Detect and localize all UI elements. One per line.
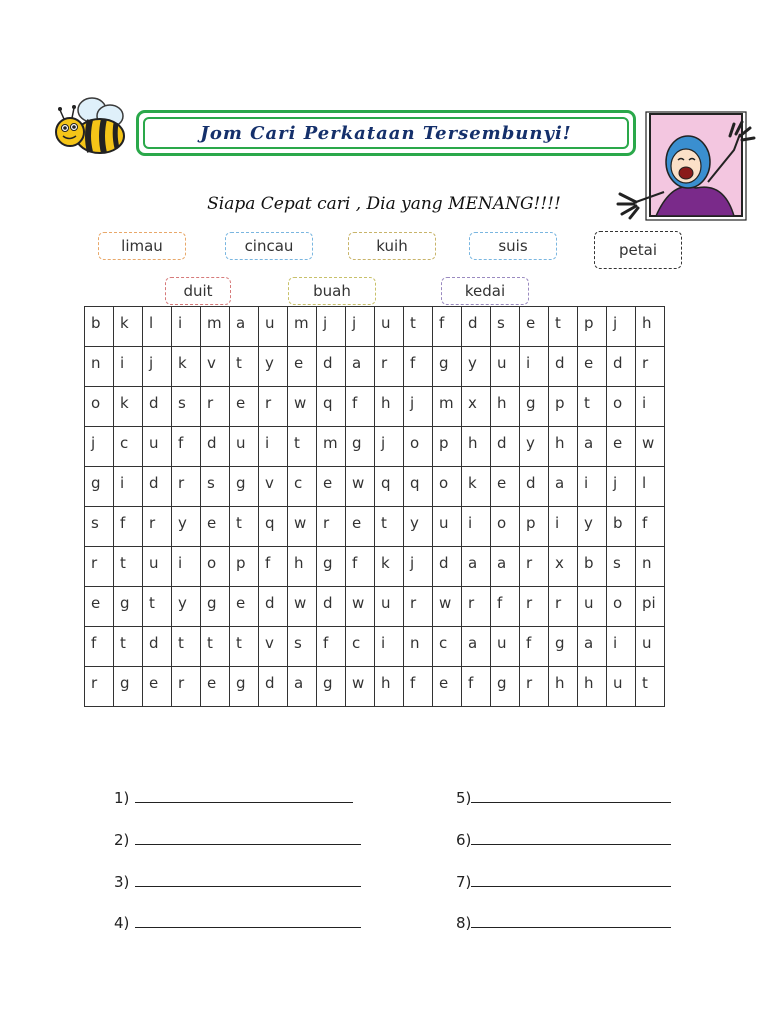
grid-cell[interactable]: f: [114, 507, 143, 547]
grid-cell[interactable]: p: [230, 547, 259, 587]
grid-cell[interactable]: g: [520, 387, 549, 427]
grid-cell[interactable]: k: [114, 387, 143, 427]
grid-cell[interactable]: o: [85, 387, 114, 427]
grid-cell[interactable]: i: [636, 387, 665, 427]
word-chip-duit: [165, 277, 231, 305]
grid-cell[interactable]: y: [404, 507, 433, 547]
grid-cell[interactable]: f: [462, 667, 491, 707]
grid-cell[interactable]: h: [462, 427, 491, 467]
grid-cell[interactable]: v: [201, 347, 230, 387]
grid-cell[interactable]: g: [230, 467, 259, 507]
answer-line-5: [456, 788, 671, 807]
answer-number: 2): [114, 831, 130, 849]
grid-cell[interactable]: w: [288, 387, 317, 427]
answer-number: 1): [114, 789, 130, 807]
grid-cell[interactable]: i: [114, 347, 143, 387]
grid-cell[interactable]: d: [143, 627, 172, 667]
grid-row: [85, 347, 665, 387]
grid-cell[interactable]: pi: [636, 587, 665, 627]
grid-cell[interactable]: i: [607, 627, 636, 667]
grid-cell[interactable]: y: [578, 507, 607, 547]
grid-cell[interactable]: y: [172, 587, 201, 627]
grid-row: [85, 627, 665, 667]
grid-cell[interactable]: o: [404, 427, 433, 467]
grid-cell[interactable]: d: [549, 347, 578, 387]
grid-cell[interactable]: e: [201, 667, 230, 707]
grid-cell[interactable]: e: [433, 667, 462, 707]
grid-cell[interactable]: i: [520, 347, 549, 387]
grid-cell[interactable]: i: [172, 547, 201, 587]
grid-cell[interactable]: i: [462, 507, 491, 547]
title-banner: [136, 110, 636, 156]
word-label: kuih: [376, 237, 408, 255]
grid-cell[interactable]: o: [607, 387, 636, 427]
grid-cell[interactable]: b: [607, 507, 636, 547]
answer-blank[interactable]: [471, 872, 671, 887]
grid-cell[interactable]: j: [607, 307, 636, 347]
grid-cell[interactable]: f: [636, 507, 665, 547]
grid-cell[interactable]: h: [288, 547, 317, 587]
grid-cell[interactable]: n: [636, 547, 665, 587]
grid-cell[interactable]: r: [520, 587, 549, 627]
grid-cell[interactable]: w: [346, 587, 375, 627]
grid-cell[interactable]: d: [462, 307, 491, 347]
grid-cell[interactable]: w: [433, 587, 462, 627]
grid-cell[interactable]: u: [491, 627, 520, 667]
grid-cell[interactable]: u: [375, 587, 404, 627]
grid-cell[interactable]: w: [346, 467, 375, 507]
grid-cell[interactable]: e: [230, 387, 259, 427]
grid-cell[interactable]: t: [375, 507, 404, 547]
grid-row: [85, 427, 665, 467]
grid-cell[interactable]: r: [404, 587, 433, 627]
grid-cell[interactable]: s: [201, 467, 230, 507]
grid-cell[interactable]: d: [143, 387, 172, 427]
grid-cell[interactable]: e: [85, 587, 114, 627]
grid-cell[interactable]: x: [549, 547, 578, 587]
grid-cell[interactable]: v: [259, 627, 288, 667]
grid-cell[interactable]: f: [404, 347, 433, 387]
grid-cell[interactable]: u: [143, 547, 172, 587]
grid-cell[interactable]: k: [462, 467, 491, 507]
grid-cell[interactable]: a: [288, 667, 317, 707]
word-label: petai: [619, 241, 657, 259]
grid-cell[interactable]: o: [201, 547, 230, 587]
grid-cell[interactable]: w: [288, 587, 317, 627]
grid-cell[interactable]: g: [491, 667, 520, 707]
grid-cell[interactable]: m: [433, 387, 462, 427]
grid-cell[interactable]: m: [201, 307, 230, 347]
grid-cell[interactable]: i: [375, 627, 404, 667]
word-chip-petai: [594, 231, 682, 269]
grid-cell[interactable]: t: [201, 627, 230, 667]
grid-row: [85, 467, 665, 507]
grid-cell[interactable]: a: [578, 427, 607, 467]
word-label: buah: [313, 282, 351, 300]
grid-cell[interactable]: d: [201, 427, 230, 467]
grid-cell[interactable]: n: [85, 347, 114, 387]
grid-cell[interactable]: l: [143, 307, 172, 347]
grid-row: [85, 587, 665, 627]
answer-blank[interactable]: [471, 830, 671, 845]
grid-cell[interactable]: p: [520, 507, 549, 547]
grid-cell[interactable]: d: [433, 547, 462, 587]
grid-cell[interactable]: t: [230, 347, 259, 387]
grid-cell[interactable]: a: [491, 547, 520, 587]
answer-blank[interactable]: [135, 830, 361, 845]
grid-cell[interactable]: j: [404, 547, 433, 587]
grid-cell[interactable]: h: [375, 387, 404, 427]
grid-cell[interactable]: t: [114, 627, 143, 667]
answer-number: 5): [456, 789, 472, 807]
word-label: limau: [121, 237, 163, 255]
grid-cell[interactable]: a: [549, 467, 578, 507]
grid-cell[interactable]: e: [578, 347, 607, 387]
grid-cell[interactable]: r: [520, 547, 549, 587]
grid-cell[interactable]: g: [346, 427, 375, 467]
answer-number: 6): [456, 831, 472, 849]
grid-cell[interactable]: t: [288, 427, 317, 467]
grid-cell[interactable]: u: [143, 427, 172, 467]
grid-cell[interactable]: f: [346, 387, 375, 427]
word-chip-cincau: [225, 232, 313, 260]
grid-cell[interactable]: u: [578, 587, 607, 627]
grid-cell[interactable]: l: [636, 467, 665, 507]
grid-cell[interactable]: x: [462, 387, 491, 427]
grid-cell[interactable]: h: [375, 667, 404, 707]
grid-cell[interactable]: i: [114, 467, 143, 507]
grid-cell[interactable]: i: [172, 307, 201, 347]
grid-cell[interactable]: h: [549, 667, 578, 707]
grid-cell[interactable]: d: [259, 587, 288, 627]
grid-cell[interactable]: d: [607, 347, 636, 387]
grid-cell[interactable]: j: [375, 427, 404, 467]
grid-cell[interactable]: d: [259, 667, 288, 707]
grid-cell[interactable]: o: [491, 507, 520, 547]
grid-cell[interactable]: o: [433, 467, 462, 507]
grid-cell[interactable]: w: [636, 427, 665, 467]
grid-cell[interactable]: c: [288, 467, 317, 507]
answer-blank[interactable]: [135, 872, 361, 887]
grid-cell[interactable]: j: [143, 347, 172, 387]
grid-cell[interactable]: b: [578, 547, 607, 587]
grid-cell[interactable]: g: [230, 667, 259, 707]
grid-cell[interactable]: c: [433, 627, 462, 667]
grid-cell[interactable]: d: [317, 587, 346, 627]
grid-cell[interactable]: y: [520, 427, 549, 467]
answer-number: 8): [456, 914, 472, 932]
grid-cell[interactable]: a: [462, 627, 491, 667]
grid-cell[interactable]: i: [549, 507, 578, 547]
grid-cell[interactable]: t: [404, 307, 433, 347]
subtitle: Siapa Cepat cari , Dia yang MENANG!!!!: [207, 194, 561, 214]
answer-line-8: [456, 913, 671, 932]
grid-cell[interactable]: a: [578, 627, 607, 667]
grid-cell[interactable]: t: [143, 587, 172, 627]
grid-cell[interactable]: w: [346, 667, 375, 707]
word-label: kedai: [464, 282, 506, 300]
grid-cell[interactable]: f: [259, 547, 288, 587]
answer-number: 7): [456, 873, 472, 891]
grid-cell[interactable]: g: [85, 467, 114, 507]
grid-cell[interactable]: m: [288, 307, 317, 347]
answer-line-2: [114, 830, 361, 849]
grid-row: [85, 667, 665, 707]
word-chip-suis: [469, 232, 557, 260]
grid-cell[interactable]: p: [549, 387, 578, 427]
word-label: cincau: [244, 237, 294, 255]
grid-cell[interactable]: j: [85, 427, 114, 467]
grid-cell[interactable]: g: [433, 347, 462, 387]
grid-cell[interactable]: o: [607, 587, 636, 627]
grid-cell[interactable]: j: [404, 387, 433, 427]
grid-cell[interactable]: e: [143, 667, 172, 707]
grid-cell[interactable]: f: [404, 667, 433, 707]
grid-cell[interactable]: r: [259, 387, 288, 427]
answer-number: 3): [114, 873, 130, 891]
grid-cell[interactable]: e: [520, 307, 549, 347]
grid-cell[interactable]: j: [317, 307, 346, 347]
word-search-grid: [84, 306, 665, 707]
grid-cell[interactable]: q: [375, 467, 404, 507]
grid-cell[interactable]: m: [317, 427, 346, 467]
grid-cell[interactable]: h: [636, 307, 665, 347]
answer-line-4: [114, 913, 361, 932]
grid-cell[interactable]: j: [346, 307, 375, 347]
grid-cell[interactable]: a: [462, 547, 491, 587]
grid-cell[interactable]: t: [230, 627, 259, 667]
answer-line-3: [114, 872, 361, 891]
grid-cell[interactable]: d: [491, 427, 520, 467]
grid-cell[interactable]: u: [636, 627, 665, 667]
word-chip-limau: [98, 232, 186, 260]
grid-cell[interactable]: t: [230, 507, 259, 547]
grid-cell[interactable]: i: [578, 467, 607, 507]
grid-cell[interactable]: k: [114, 307, 143, 347]
grid-cell[interactable]: t: [114, 547, 143, 587]
grid-cell[interactable]: e: [491, 467, 520, 507]
grid-cell[interactable]: r: [549, 587, 578, 627]
grid-cell[interactable]: y: [259, 347, 288, 387]
grid-cell[interactable]: s: [172, 387, 201, 427]
grid-cell[interactable]: u: [230, 427, 259, 467]
grid-cell[interactable]: s: [491, 307, 520, 347]
answer-line-6: [456, 830, 671, 849]
answer-blank[interactable]: [471, 788, 671, 803]
grid-cell[interactable]: a: [230, 307, 259, 347]
grid-row: [85, 307, 665, 347]
grid-cell[interactable]: e: [201, 507, 230, 547]
grid-cell[interactable]: e: [607, 427, 636, 467]
grid-cell[interactable]: j: [607, 467, 636, 507]
grid-cell[interactable]: f: [491, 587, 520, 627]
answer-line-7: [456, 872, 671, 891]
grid-cell[interactable]: c: [114, 427, 143, 467]
word-label: duit: [183, 282, 213, 300]
grid-cell[interactable]: u: [375, 307, 404, 347]
grid-cell[interactable]: e: [317, 467, 346, 507]
grid-row: [85, 547, 665, 587]
grid-cell[interactable]: h: [549, 427, 578, 467]
grid-cell[interactable]: t: [578, 387, 607, 427]
grid-cell[interactable]: g: [317, 547, 346, 587]
grid-cell[interactable]: p: [578, 307, 607, 347]
grid-cell[interactable]: s: [85, 507, 114, 547]
grid-cell[interactable]: r: [143, 507, 172, 547]
bee-icon: [52, 96, 128, 160]
grid-cell[interactable]: g: [114, 667, 143, 707]
grid-cell[interactable]: y: [172, 507, 201, 547]
grid-cell[interactable]: t: [172, 627, 201, 667]
grid-cell[interactable]: f: [317, 627, 346, 667]
grid-cell[interactable]: s: [607, 547, 636, 587]
grid-cell[interactable]: r: [172, 467, 201, 507]
grid-cell[interactable]: n: [404, 627, 433, 667]
grid-cell[interactable]: s: [288, 627, 317, 667]
grid-cell[interactable]: r: [462, 587, 491, 627]
grid-cell[interactable]: a: [346, 347, 375, 387]
grid-cell[interactable]: f: [172, 427, 201, 467]
answer-blank[interactable]: [135, 913, 361, 928]
grid-cell[interactable]: q: [317, 387, 346, 427]
grid-cell[interactable]: f: [85, 627, 114, 667]
word-chip-buah: [288, 277, 376, 305]
grid-cell[interactable]: r: [85, 547, 114, 587]
grid-cell[interactable]: e: [230, 587, 259, 627]
grid-row: [85, 507, 665, 547]
grid-cell[interactable]: b: [85, 307, 114, 347]
grid-cell[interactable]: g: [549, 627, 578, 667]
grid-cell[interactable]: k: [375, 547, 404, 587]
grid-cell[interactable]: q: [404, 467, 433, 507]
grid-cell[interactable]: g: [201, 587, 230, 627]
grid-cell[interactable]: q: [259, 507, 288, 547]
title-banner-inner: [143, 117, 629, 149]
word-chip-kedai: [441, 277, 529, 305]
grid-cell[interactable]: u: [433, 507, 462, 547]
grid-cell[interactable]: f: [433, 307, 462, 347]
grid-cell[interactable]: h: [578, 667, 607, 707]
grid-cell[interactable]: h: [491, 387, 520, 427]
grid-cell[interactable]: r: [636, 347, 665, 387]
grid-cell[interactable]: k: [172, 347, 201, 387]
grid-cell[interactable]: u: [491, 347, 520, 387]
grid-cell[interactable]: d: [520, 467, 549, 507]
grid-cell[interactable]: t: [549, 307, 578, 347]
grid-cell[interactable]: r: [317, 507, 346, 547]
grid-cell[interactable]: r: [520, 667, 549, 707]
grid-cell[interactable]: e: [288, 347, 317, 387]
grid-cell[interactable]: f: [520, 627, 549, 667]
word-label: suis: [498, 237, 528, 255]
grid-cell[interactable]: r: [85, 667, 114, 707]
grid-cell[interactable]: w: [288, 507, 317, 547]
grid-cell[interactable]: f: [346, 547, 375, 587]
answer-number: 4): [114, 914, 130, 932]
grid-cell[interactable]: e: [346, 507, 375, 547]
page-title: Jom Cari Perkataan Tersembunyi!: [200, 122, 572, 144]
grid-cell[interactable]: d: [143, 467, 172, 507]
grid-cell[interactable]: r: [172, 667, 201, 707]
grid-cell[interactable]: y: [462, 347, 491, 387]
grid-cell[interactable]: t: [636, 667, 665, 707]
grid-cell[interactable]: u: [259, 307, 288, 347]
grid-cell[interactable]: p: [433, 427, 462, 467]
answer-blank[interactable]: [135, 788, 353, 803]
grid-cell[interactable]: i: [259, 427, 288, 467]
answer-blank[interactable]: [471, 913, 671, 928]
word-chip-kuih: [348, 232, 436, 260]
grid-cell[interactable]: u: [607, 667, 636, 707]
grid-cell[interactable]: v: [259, 467, 288, 507]
grid-cell[interactable]: c: [346, 627, 375, 667]
grid-cell[interactable]: r: [375, 347, 404, 387]
grid-cell[interactable]: g: [317, 667, 346, 707]
grid-cell[interactable]: g: [114, 587, 143, 627]
grid-cell[interactable]: r: [201, 387, 230, 427]
answer-line-1: [114, 788, 353, 807]
grid-row: [85, 387, 665, 427]
grid-cell[interactable]: d: [317, 347, 346, 387]
